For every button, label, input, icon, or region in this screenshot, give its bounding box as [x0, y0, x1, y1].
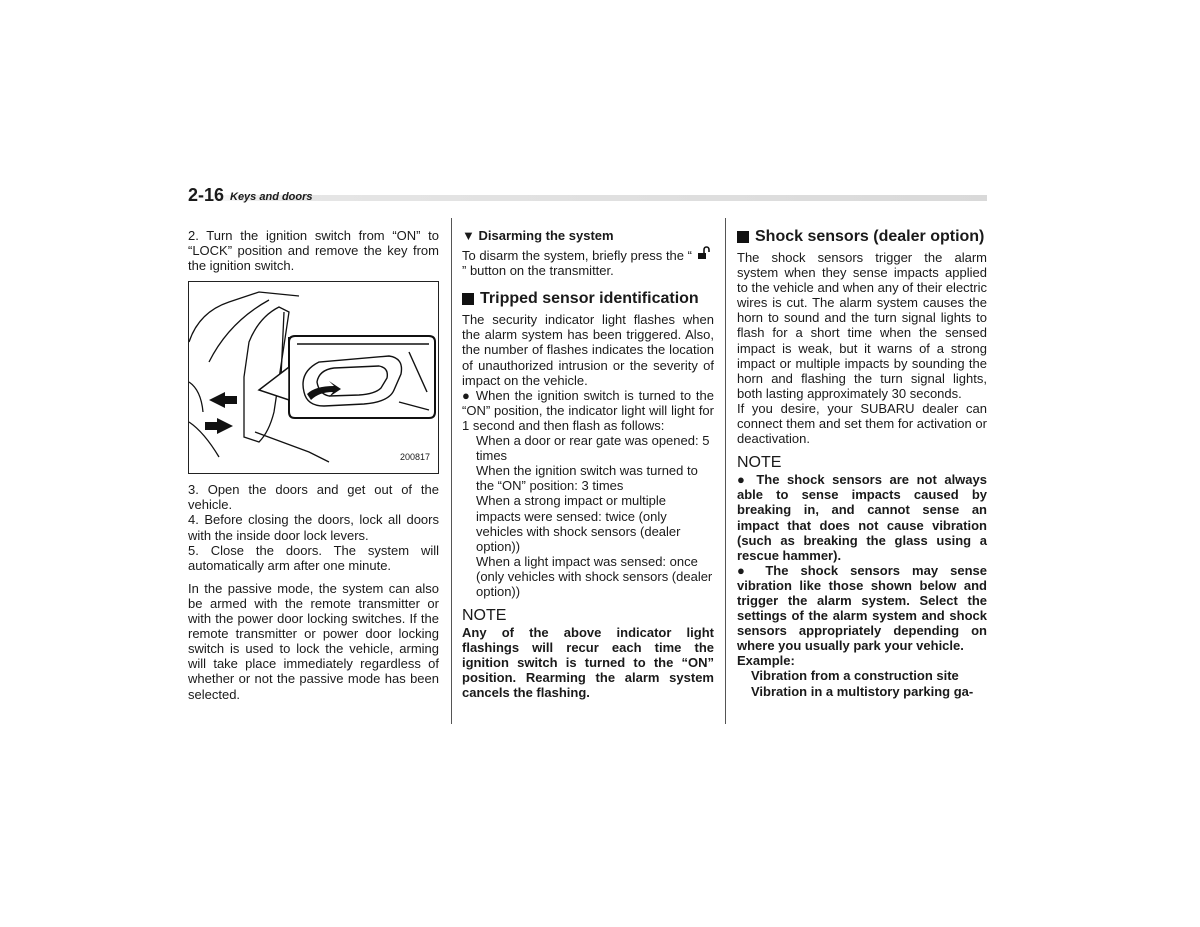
figure-number: 200817 [399, 452, 430, 463]
example-parking: Vibration in a multistory parking ga- [751, 683, 974, 699]
dealer-text: If you desire, your SUBARU dealer can connect them and set them for activation or deactivation. [737, 400, 987, 447]
column-1 [188, 228, 439, 702]
step-3: 3. Open the doors and get out of the vehicle. [188, 482, 439, 513]
step-5: 5. Close the doors. The system will automatically arm after one minute. [188, 542, 439, 573]
tripped-sensor-heading-text: Tripped sensor identification [480, 290, 699, 308]
example-construction: Vibration from a construction site [751, 668, 959, 684]
disarm-instructions [462, 246, 714, 278]
passive-mode-paragraph: In the passive mode, the system can also be armed with the remote transmitter or with the power door locking switches. If the remote transmitter or power door locking switch is used to lock the vehicle, arming will take place immediately regardless of whether or not the passive mode has been selected. [188, 580, 439, 702]
column-divider [451, 218, 452, 724]
disarming-heading: ▼ Disarming the system [462, 228, 614, 243]
note-heading: NOTE [737, 454, 782, 472]
note-bullet-2: ● The shock sensors may sense vibration like those shown below and trigger the alarm system. Select the settings of the alarm system and shock sensors appropriately depending on where you usually park your vehicle. [737, 562, 987, 654]
shock-sensors-text: The shock sensors trigger the alarm system when they sense impacts applied to the vehicle and when any of their electric wires is cut. The alarm system causes the horn to sound and the turn signal lights to flash for a short time when the sensed impact is weak, but it warns of a strong impact or multiple impacts by sounding the horn and flashing the turn signal lights, both lasting approximately 30 seconds. [737, 250, 987, 401]
door-lock-illustration [188, 281, 439, 474]
shock-sensors-heading [737, 228, 987, 246]
flash-case-ignition: When the ignition switch was turned to the “ON” position: 3 times [476, 463, 698, 494]
note-heading: NOTE [462, 607, 507, 625]
flash-case-light-impact: When a light impact was sensed: once (only vehicles with shock sensors (dealer option)) [476, 553, 713, 599]
shock-sensors-heading-text: Shock sensors (dealer option) [755, 228, 985, 245]
tripped-sensor-heading [462, 290, 714, 308]
flash-case-door: When a door or rear gate was opened: 5 times [476, 433, 710, 464]
note-bullet-1: ● The shock sensors are not always able to sense impacts caused by breaking in, and cannot sense an impact that does not cause vibration (such as breaking the glass using a rescue hammer). [737, 472, 987, 563]
column-divider [725, 218, 726, 724]
step-2: 2. Turn the ignition switch from “ON” to “LOCK” position and remove the key from the ignition switch. [188, 228, 439, 274]
column-3 [737, 228, 987, 699]
flash-bullet: ● When the ignition switch is turned to the “ON” position, the indicator light will light for 1 second and then flash as follows: [462, 387, 714, 433]
note-text: Any of the above indicator light flashings will recur each time the ignition switch is turned to the “ON” position. Rearming the alarm system cancels the flashing. [462, 625, 714, 701]
page-number: 2-16 [188, 185, 225, 205]
disarm-text-start: To disarm the system, briefly press the “ [462, 248, 692, 264]
column-2 [462, 228, 714, 701]
disarm-text-end: ” button on the transmitter. [462, 263, 614, 279]
flash-case-strong-impact: When a strong impact or multiple impacts were sensed: twice (only vehicles with shock sensors (dealer option)) [476, 493, 681, 554]
example-label: Example: [737, 653, 795, 669]
door-lever-drawing [189, 282, 438, 473]
square-bullet-icon [462, 293, 474, 305]
square-bullet-icon [737, 231, 749, 243]
tripped-sensor-text: The security indicator light flashes when the alarm system has been triggered. Also, the number of flashes indicates the location of unauthorized intrusion or the severity of impact on the vehicle. [462, 312, 714, 388]
unlock-icon [692, 246, 714, 263]
section-title: Keys and doors [230, 191, 313, 203]
step-4: 4. Before closing the doors, lock all doors with the inside door lock levers. [188, 512, 439, 543]
